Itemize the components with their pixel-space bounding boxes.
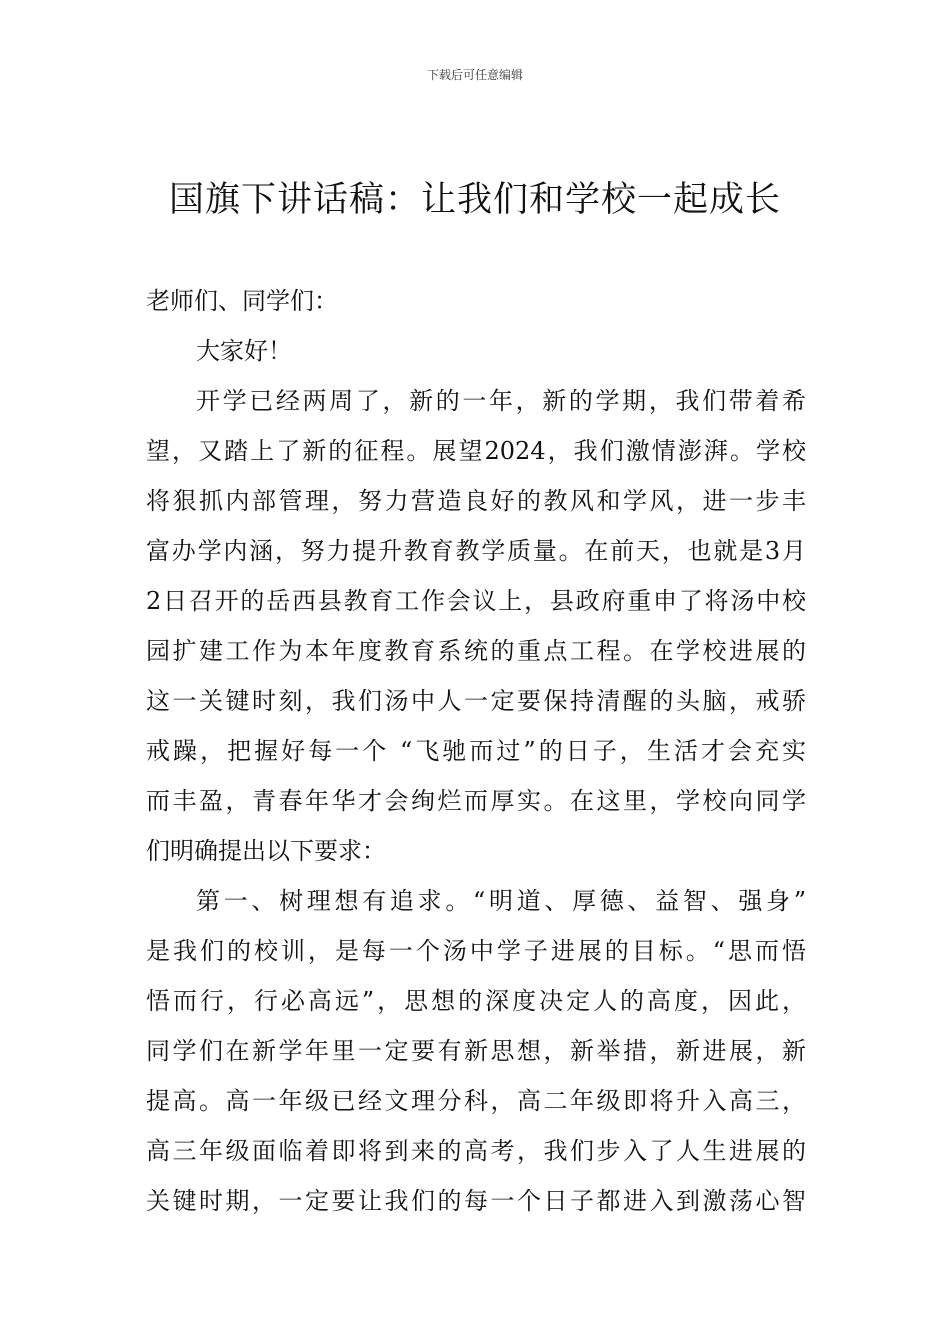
paragraph-line: 园扩建工作为本年度教育系统的重点工程。在学校进展的 — [146, 637, 806, 665]
header-note: 下载后可任意编辑 — [426, 68, 523, 82]
paragraph-line: 望，又踏上了新的征程。展望2024，我们激情澎湃。学校 — [146, 437, 806, 465]
paragraph-line: 是我们的校训，是每一个汤中学子进展的目标。“思而悟 — [146, 937, 806, 965]
document-body — [146, 276, 806, 1226]
paragraph-line: 第一、树理想有追求。“明道、厚德、益智、强身” — [196, 887, 806, 915]
paragraph-line: 提高。高一年级已经文理分科，高二年级即将升入高三， — [146, 1087, 806, 1115]
paragraph-line: 高三年级面临着即将到来的高考，我们步入了人生进展的 — [146, 1137, 806, 1165]
paragraph-line: 将狠抓内部管理，努力营造良好的教风和学风，进一步丰 — [146, 487, 806, 515]
paragraph-line: 富办学内涵，努力提升教育教学质量。在前天，也就是3月 — [146, 537, 806, 565]
paragraph-line: 这一关键时刻，我们汤中人一定要保持清醒的头脑，戒骄 — [146, 687, 806, 715]
paragraph-2 — [146, 876, 806, 1226]
greeting: 大家好！ — [196, 337, 292, 365]
paragraph-1 — [146, 376, 806, 876]
paragraph-line: 关键时期，一定要让我们的每一个日子都进入到激荡心智 — [146, 1187, 806, 1215]
paragraph-line: 开学已经两周了，新的一年，新的学期，我们带着希 — [196, 387, 806, 415]
page-title: 国旗下讲话稿：让我们和学校一起成长 — [168, 180, 781, 220]
paragraph-line: 们明确提出以下要求： — [146, 837, 386, 865]
salutation: 老师们、同学们： — [146, 287, 338, 315]
paragraph-line: 悟而行，行必高远”，思想的深度决定人的高度，因此， — [146, 987, 806, 1015]
paragraph-line: 戒躁，把握好每一个 “飞驰而过”的日子，生活才会充实 — [146, 737, 806, 765]
paragraph-line: 同学们在新学年里一定要有新思想，新举措，新进展，新 — [146, 1037, 806, 1065]
paragraph-line: 2日召开的岳西县教育工作会议上，县政府重申了将汤中校 — [146, 587, 806, 615]
paragraph-line: 而丰盈，青春年华才会绚烂而厚实。在这里，学校向同学 — [146, 787, 806, 815]
